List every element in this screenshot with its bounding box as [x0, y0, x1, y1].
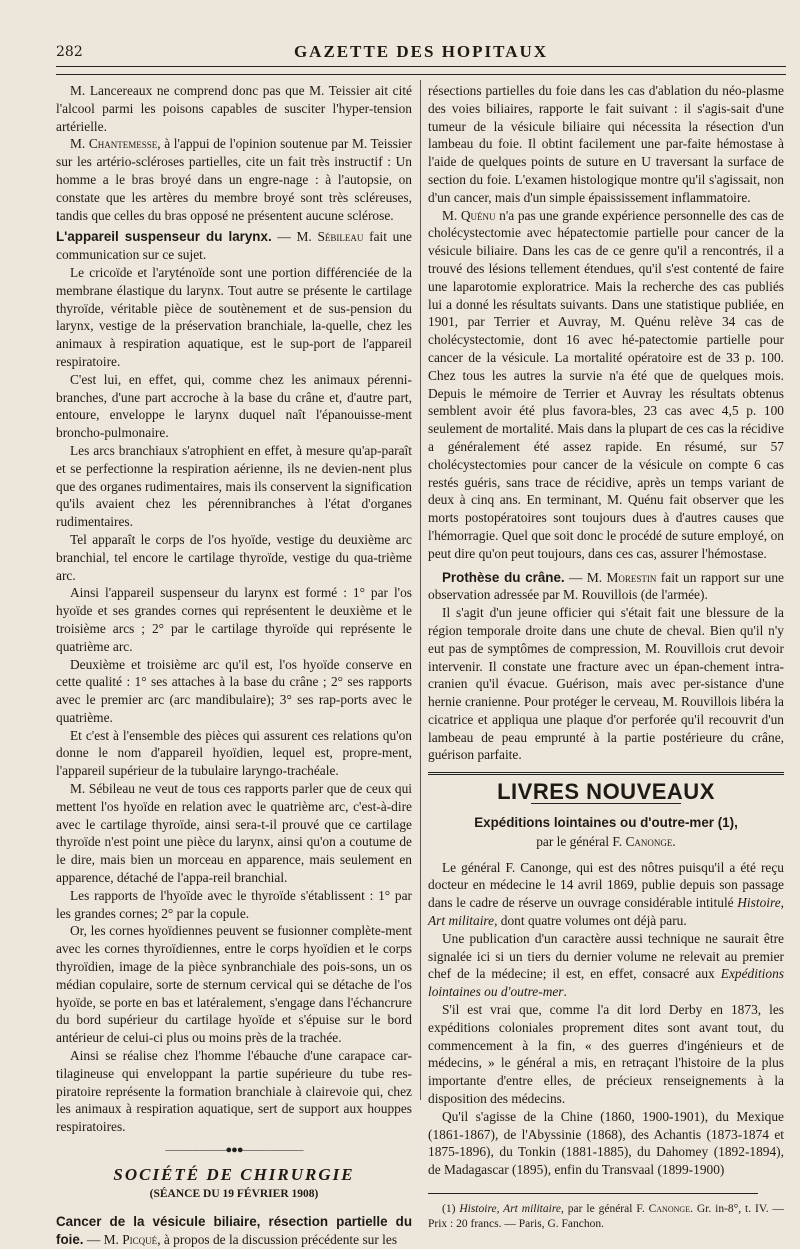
- paragraph: résections partielles du foie dans les cas d'ablation du néo-plasme des voies biliaires, rapporte le fait suivant : il s'agis-sait d'une tumeur de la vésicule biliaire qui nécessita la résection d'un lambeau du foie. Il obtint facilement une par-faite hémostase à l'aide de quelques points de suture en U traversant la surface de section du foie. L'examen histologique montre qu'il s'agissait, non d'un cancer, mais d'un simple épaississement inflammatoire.: [428, 83, 784, 205]
- book-title: Expéditions lointaines ou d'outre-mer: [428, 966, 784, 1000]
- person-name: Chantemesse: [88, 136, 158, 152]
- person-name: Sébileau: [317, 229, 364, 245]
- review-author: par le général F. Canonge.: [536, 833, 676, 849]
- journal-title: GAZETTE DES HOPITAUX: [293, 42, 549, 61]
- section-lead: Cancer de la vésicule biliaire, résection partielle du foie. — M. Picqué, à propos de la discussion précédente sur les: [56, 1214, 412, 1248]
- paragraph: Deuxième et troisième arc qu'il est, l'os hyoïde conserve en cette qualité : 1° ses attaches à la base du crâne ; 2° ses rapports avec le premier arc (arc mandibulaire); 3° ses rap-ports avec le quatrième.: [56, 656, 412, 725]
- paragraph: Le général F. Canonge, qui est des nôtres puisqu'il a été reçu docteur en médecine le 14 avril 1869, publie depuis son passage dans le cadre de réserve un ouvrage considérable intitulé Histoire, Art militaire, dont quatre volumes ont déjà paru.: [428, 859, 784, 929]
- ornament-divider: ——————●●●——————: [165, 1144, 303, 1157]
- society-date: (SÉANCE DU 19 FÉVRIER 1908): [149, 1187, 319, 1200]
- paragraph: Or, les cornes hyoïdiennes peuvent se fusionner complète-ment avec les cornes thyroïdiennes, entre le corps hyoïdien et le corps thyroïdien, image de la pièce synbranchiale des pois-sons, un os médian copulaire, sorte de sternum cervical qui se détache de l'os hyoïde, se porte en bas et latéralement, s'engage dans l'échancrure du bord supérieur du cartilage hyoïde et s'épuise sur le bord antérieur de celui-ci plus ou moins près de la trachée.: [56, 923, 412, 1046]
- person-name: Canonge: [625, 833, 673, 849]
- review-title: Expéditions lointaines ou d'outre-mer (1),: [474, 815, 738, 831]
- paragraph: M. Chantemesse, à l'appui de l'opinion soutenue par M. Teissier sur les artério-scléroses partielles, cite un fait très instructif : Un homme a le bras broyé dans un engre-nage : à l'autopsie, on constate que les artères du membre broyé sont très scléreuses, tandis que celles du bras opposé ne présentent aucune sclérose.: [56, 136, 412, 223]
- book-title: Histoire, Art militaire: [428, 895, 784, 929]
- paragraph: Une publication d'un caractère aussi technique ne saurait être signalée ici si un tiers du dernier volume ne relevait au premier chef de la médecine; il est, en effet, consacré aux Expéditions lointaines ou d'outre-mer.: [428, 930, 784, 1000]
- person-name: Morestin: [606, 569, 657, 585]
- paragraph: Ainsi se réalise chez l'homme l'ébauche d'une carapace car-tilagineuse qui enveloppant la partie supérieure du tube res-piratoire représente la formation branchiale à clairevoie qui, chez les animaux à respiration aquatique, sert de support aux houppes respiratoires.: [56, 1048, 412, 1135]
- paragraph: M. Sébileau ne veut de tous ces rapports parler que de ceux qui mettent l'os hyoïde en relation avec le quatrième arc, c'est-à-dire avec le cartilage thyroïde, ainsi sera-t-il prouvé que ce cartilage thyroïde n'est point une pièce du larynx, ainsi qu'on a coutume de le dire, mais bien un morceau en apparence, mais seulement en apparence, détaché de l'appa-reil branchial.: [56, 781, 412, 886]
- paragraph: Qu'il s'agisse de la Chine (1860, 1900-1901), du Mexique (1861-1867), de l'Abyssinie (1868), des Achantis (1873-1874 et 1875-1896), du Tonkin (1881-1885), du Dahomey (1892-1894), de Madagascar (1895), enfin du Transvaal (1899-1900): [428, 1108, 784, 1178]
- footnote-rule: [428, 1193, 758, 1194]
- left-column: [56, 82, 412, 1249]
- paragraph: S'il est vrai que, comme l'a dit lord Derby en 1873, les expéditions coloniales proprement dites sont avant tout, du commencement à la fin, « des guerres d'ingénieurs et de médecins, » le général a mis, en retraçant l'histoire de la plus importante d'entre elles, de précieux renseignements à la disposition des médecins.: [428, 1002, 784, 1107]
- paragraph: Le cricoïde et l'aryténoïde sont une portion différenciée de la membrane élastique du larynx. Tout autre se présente le cartilage thyroïde, véritable pièce de soutènement et de sus-pension du larynx, vestige de la préservation branchiale, la-quelle, chez les animaux à respiration aquatique, est le sup-port de l'appareil respiratoire.: [56, 264, 412, 369]
- society-title: SOCIÉTÉ DE CHIRURGIE: [113, 1164, 355, 1184]
- paragraph: Et c'est à l'ensemble des pièces qui assurent ces relations qu'on donne le nom d'appareil hyoïdien, lequel est, propre-ment, l'appareil supérieur de la tubulaire laryngo-trachéale.: [56, 727, 412, 779]
- paragraph: C'est lui, en effet, qui, comme chez les animaux pérenni-branches, d'une part accroche à la base du crâne et, d'autre part, entoure, enveloppe le larynx duquel naît l'épanouisse-ment broncho-pulmonaire.: [56, 371, 412, 441]
- person-name: Picqué: [122, 1232, 158, 1248]
- section-rule: [428, 772, 784, 775]
- section-lead: Prothèse du crâne. — M. Morestin fait un rapport sur une observation adressée par M. Rouvillois (de l'armée).: [428, 569, 784, 603]
- paragraph: Ainsi l'appareil suspenseur du larynx est formé : 1° par l'os hyoïde et ses grandes cornes qui représentent le deuxième et le troisième arcs ; 2° par le cartilage thyroïde qui représente le quatrième arc.: [56, 585, 412, 654]
- header-rule: [56, 66, 786, 75]
- paragraph: Il s'agit d'un jeune officier qui s'était fait une blessure de la région temporale droite dans une chute de cheval. Bien qu'il n'y eut pas de symptômes de compression, M. Rouvillois crut devoir intervenir. Il constate une fracture avec un épan-chement intra-cranien qu'il évacue. Guérison, mais avec per-sistance d'une hernie cranienne. Pour protéger le cerveau, M. Rouvillois libéra la cicatrice et appliqua une plaque d'or perforée qu'il recouvrit d'un lambeau de peau emprunté à la partie postérieure du crâne, guérison parfaite.: [428, 605, 784, 763]
- livres-title: LIVRES NOUVEAUX: [497, 779, 715, 805]
- paragraph: Tel apparaît le corps de l'os hyoïde, vestige du deuxième arc branchial, tel encore le cartilage thyroïde, vestige du qua-trième arc.: [56, 531, 412, 583]
- right-column: [428, 82, 784, 1232]
- paragraph: M. Quénu n'a pas une grande expérience personnelle des cas de cholécystectomie avec hépatectomie partielle pour cancer de la vésicule biliaire. Dans les cas de ce genre qu'il a rencontrés, il a trouvé des lésions tellement étendues, qu'il s'est contenté de faire une laparotomie exploratrice. Mais la recherche des cas publiés lui a donné les résultats suivants. Dans une statistique publiée, en 1901, par Terrier et Auvray, M. Quénu relève 34 cas de cholécystectomie, dont 16 avec hé-patectomie partielle pour cancer de la vésicule. La mortalité opératoire est de 33 p. 100. Chez tous les autres la survie n'a été que de quelques mois. Depuis le mémoire de Terrier et Auvray les résultats obtenus semblent avoir été plus favora-bles, 23 cas avec 4,5 p. 100 seulement de mortalité. Mais dans la plupart de ces cas la récidive a généralement été assez rapide. En résumé, sur 57 cholécystectomies pour cancer de la vésicule on compte 6 cas restés guéris, sans trace de récidive, après un temps variant de deux à cinq ans. En terminant, M. Quénu fait observer que les morts postopératoires sont toujours dues à d'autres causes que l'hémorragie. Quel que soit donc le procédé de suture employé, on peut dire qu'on peut toujours, dans ces cas, assurer l'hémostase.: [428, 207, 784, 561]
- paragraph: Les rapports de l'hyoïde avec le thyroïde s'établissent : 1° par les grandes cornes; 2° par la copule.: [56, 887, 412, 921]
- section-lead: L'appareil suspenseur du larynx. — M. Sébileau fait une communication sur ce sujet.: [56, 229, 413, 263]
- section-heading: Cancer de la vésicule biliaire, résection partielle du foie.: [56, 1214, 412, 1248]
- running-head: [56, 40, 786, 64]
- footnote: (1) Histoire, Art militaire, par le général F. Canonge. Gr. in-8°, t. IV. — Prix : 20 francs. — Paris, G. Fanchon.: [428, 1203, 784, 1231]
- section-heading: Prothèse du crâne.: [442, 569, 565, 585]
- person-name: Quénu: [460, 207, 496, 223]
- page-number: 282: [56, 44, 83, 60]
- paragraph: M. Lancereaux ne comprend donc pas que M. Teissier ait cité l'alcool parmi les poisons capables de susciter l'hyper-tension artérielle.: [56, 83, 412, 134]
- column-divider: [420, 80, 421, 1100]
- paragraph: Les arcs branchiaux s'atrophient en effet, à mesure qu'ap-paraît et se perfectionne la respiration aérienne, ils ne devien-nent plus que des organes rudimentaires, mais ils conservent la signification qu'ils avaient chez les pérennibranches à l'état d'organes rudimentaires.: [56, 442, 412, 530]
- section-heading: L'appareil suspenseur du larynx.: [56, 229, 272, 245]
